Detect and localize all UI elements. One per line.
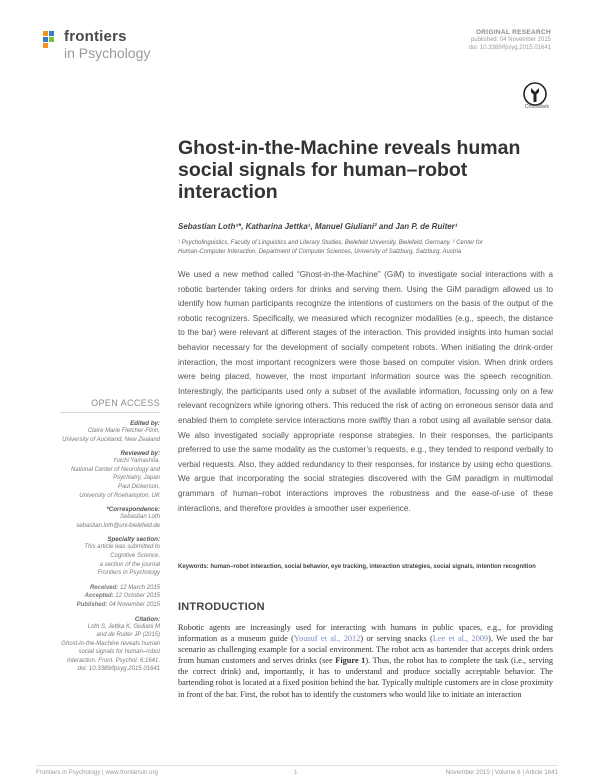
- logo-line1: frontiers: [64, 28, 127, 45]
- figure-link[interactable]: Figure 1: [335, 656, 366, 666]
- intro-text-3: ). We used the bar scenario as challenging example for a social environment. The robot acts as bartender that accepts drink orders from human customers and serves drinks (see: [178, 634, 554, 666]
- footer-divider: [36, 765, 558, 766]
- editor-line: Claire Marie Fletcher-Flinn,: [87, 428, 160, 434]
- reviewed-label: Reviewed by:: [120, 450, 160, 458]
- keywords-label: Keywords:: [178, 564, 209, 570]
- section-heading: INTRODUCTION: [178, 601, 265, 613]
- accepted-row: [40, 592, 160, 601]
- citation-line: Ghost-in-the-Machine reveals human: [61, 640, 160, 647]
- published-label: Published:: [76, 601, 108, 608]
- citation-line: and de Ruiter JP (2015): [96, 632, 160, 639]
- editor-line: University of Auckland, New Zealand: [62, 436, 160, 443]
- accepted-label: Accepted:: [84, 593, 114, 600]
- reviewer-line: Paul Dickerson,: [117, 483, 160, 490]
- correspondence-email[interactable]: sebastian.loth@uni-bielefeld.de: [76, 522, 160, 529]
- article-type: ORIGINAL RESEARCH: [475, 29, 551, 36]
- sidebar-info: [40, 414, 160, 674]
- received-date: 12 March 2015: [119, 584, 160, 591]
- published-date: 04 November 2015: [108, 601, 160, 608]
- citation-line: social signals for human–robot: [78, 649, 160, 656]
- sidebar-divider: [60, 412, 160, 413]
- article-meta: [331, 29, 551, 52]
- specialty-label: Specialty section:: [107, 536, 160, 544]
- open-access-label: OPEN ACCESS: [91, 398, 160, 408]
- citation-link-yousuf[interactable]: Yousuf et al., 2012: [293, 634, 361, 644]
- crossmark-icon[interactable]: [523, 82, 547, 106]
- keywords: [178, 563, 553, 572]
- citation-label: Citation:: [134, 615, 160, 623]
- published-row: [40, 601, 160, 610]
- intro-text-2: ) or serving snacks (: [360, 634, 433, 644]
- reviewer-line: Psychiatry, Japan: [113, 475, 160, 482]
- reviewer-line: Yuichi Yamashita,: [112, 458, 160, 465]
- citation-line: interaction. Front. Psychol. 6:1641.: [67, 657, 160, 664]
- specialty-line: Frontiers in Psychology: [97, 570, 160, 577]
- citation-link-lee[interactable]: Lee et al., 2009: [432, 634, 489, 644]
- footer-journal[interactable]: Frontiers in Psychology | www.frontiersin.org: [36, 769, 158, 776]
- citation-line: Loth S, Jettka K, Giuliani M: [87, 623, 160, 630]
- accepted-date: 12 October 2015: [115, 593, 160, 600]
- article-title: Ghost-in-the-Machine reveals human social signals for human–robot interaction: [178, 137, 521, 203]
- correspondence-name: Sebastian Loth: [119, 514, 160, 521]
- intro-paragraph: [178, 622, 553, 700]
- logo-line2: in Psychology: [64, 45, 151, 61]
- specialty-line: This article was submitted to: [84, 544, 160, 551]
- received-label: Received:: [89, 584, 119, 591]
- reviewer-line: University of Roehampton, UK: [79, 492, 160, 499]
- published-date: published: 04 November 2015: [470, 37, 551, 43]
- abstract: We used a new method called “Ghost-in-the-Machine” (GiM) to investigate social interactions with a robotic bartender taking orders for drinks and serving them. Using the GiM paradigm allowed us to identify how human participants recognize the intentions of customers on the basis of the output of the robotic recognizers. Specifically, we measured which recognizer modalities (e.g., speech, the distance to the bar) were relevant at different stages of the interaction. This provided insights into human social behavior necessary for the development of socially competent robots. When initiating the drink-order interaction, the most important recognizers were those based on computer vision. When drink orders were being placed, however, the most important information source was the speech recognition. Interestingly, the participants used only a subset of the available information, focussing only on a few relevant recognizers while ignoring others. This reduced the risk of acting on erroneous sensor data and enabled them to complete service interactions more swiftly than a robot using all available sensor data. We also investigated socially appropriate response strategies. In their responses, the participants preferred to use the same modality as the customer’s requests, e.g., they tended to respond verbally to verbal requests. Also, they added redundancy to their responses, for instance by using echo questions. We argue that incorporating the social strategies discovered with the GiM paradigm in multimodal grammars of human–robot interactions improves the robustness and the ease-of-use of these interactions, and therefore provides a smoother user experience.: [178, 270, 553, 513]
- affiliations: ¹ Psycholinguistics, Faculty of Linguistics and Literary Studies, Bielefeld University, Bielefeld, Germany, ² Center for Human-Computer Interaction, Department of Computer Sciences, University of Salzburg, Salzburg, Austria: [178, 240, 483, 255]
- intro-text-4: ). Thus, the robot has to complete the task (i.e., serving the correct drink) and, importantly, it has to understand and produce socially acceptable behavior. The bartending robot is located at a fixed position behind the bar. Typically multiple customers are in close proximity in front of the bar. First, the robot has to identify the customers who would like to initiate an interaction: [178, 656, 553, 699]
- footer-volume: November 2015 | Volume 6 | Article 1641: [445, 769, 558, 776]
- specialty-line: a section of the journal: [99, 561, 160, 568]
- citation-line: doi: 10.3389/fpsyg.2015.01641: [77, 666, 160, 673]
- keywords-text: human–robot interaction, social behavior, eye tracking, interaction strategies, social signals, intention recognition: [210, 564, 536, 570]
- intro-text-1: Robotic agents are increasingly used for interacting with humans in public spaces, e.g., for providing information as a museum guide (: [178, 623, 553, 644]
- doi[interactable]: doi: 10.3389/fpsyg.2015.01641: [468, 45, 551, 51]
- specialty-line: Cognitive Science,: [110, 552, 160, 559]
- received-row: [40, 584, 160, 593]
- frontiers-logo-icon: [42, 30, 62, 50]
- edited-label: Edited by:: [130, 420, 160, 427]
- author-list: Sebastian Loth¹*, Katharina Jettka¹, Manuel Giuliani² and Jan P. de Ruiter¹: [178, 222, 458, 231]
- correspondence-label: *Correspondence:: [106, 506, 160, 514]
- page-number: 1: [294, 769, 298, 776]
- crossmark-label: CrossMark: [524, 104, 549, 110]
- journal-logo: [42, 28, 202, 68]
- reviewer-line: National Center of Neurology and: [70, 466, 160, 473]
